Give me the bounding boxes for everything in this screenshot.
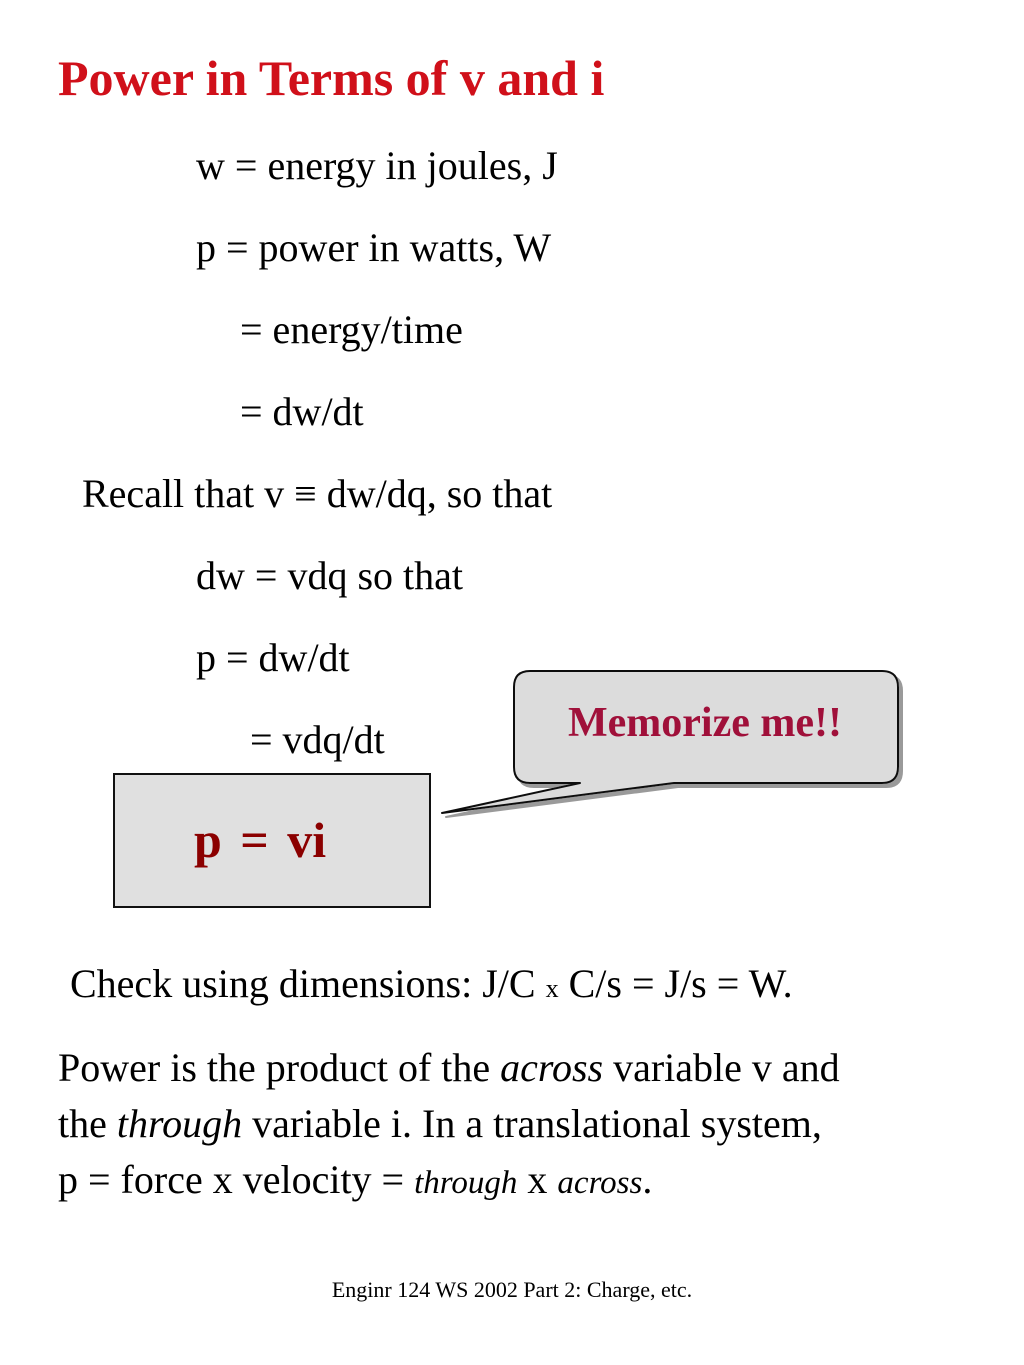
callout-text: Memorize me!! — [568, 700, 842, 746]
definition-power: p = power in watts, W — [196, 225, 552, 270]
emphasis-through: through — [116, 1101, 243, 1146]
explanation-paragraph — [58, 1040, 978, 1211]
check-multiply-sign: x — [545, 974, 559, 1003]
check-text-after: C/s = J/s = W. — [558, 961, 793, 1006]
slide-footer: Enginr 124 WS 2002 Part 2: Charge, etc. — [331, 1277, 693, 1302]
dimension-check — [70, 960, 793, 1013]
definition-energy: w = energy in joules, J — [196, 143, 558, 188]
derivation-p: p = dw/dt — [196, 635, 350, 680]
page-title: Power in Terms of v and i — [58, 50, 605, 106]
paragraph-text: variable i. In a translational system, — [242, 1101, 822, 1146]
definition-dw-dt: = dw/dt — [240, 389, 364, 434]
definition-energy-time: = energy/time — [240, 307, 463, 352]
derivation-dw: dw = vdq so that — [196, 553, 463, 598]
paragraph-text: the — [58, 1101, 117, 1146]
paragraph-line-1 — [58, 1040, 978, 1096]
derivation-vdq-dt: = vdq/dt — [250, 717, 385, 762]
emphasis-through-small: through — [414, 1165, 518, 1201]
recall-line: Recall that v ≡ dw/dq, so that — [82, 471, 553, 516]
paragraph-line-3 — [58, 1152, 978, 1211]
paragraph-text: x — [517, 1157, 558, 1202]
power-formula: p = vi — [194, 812, 327, 868]
check-text-before: Check using dimensions: J/C — [70, 961, 546, 1006]
paragraph-line-2 — [58, 1096, 978, 1152]
paragraph-text: . — [642, 1157, 653, 1202]
emphasis-across-small: across — [557, 1165, 643, 1201]
paragraph-text: variable v and — [603, 1045, 840, 1090]
paragraph-text: p = force x velocity = — [58, 1157, 415, 1202]
paragraph-text: Power is the product of the — [58, 1045, 501, 1090]
emphasis-across: across — [500, 1045, 604, 1090]
